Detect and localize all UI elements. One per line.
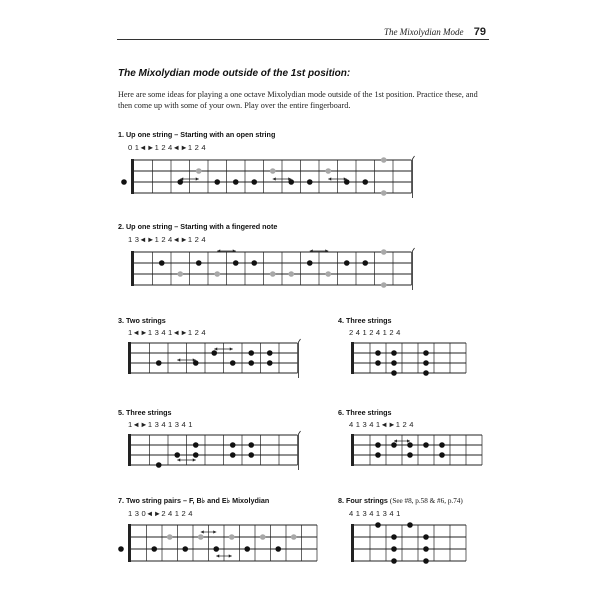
ghost-note-dot [214, 271, 220, 277]
fretboard-diagram-5 [117, 432, 307, 470]
ghost-note-dot [260, 534, 266, 540]
note-dot [174, 452, 180, 458]
note-dot [375, 452, 381, 458]
nut [128, 434, 131, 466]
note-dot [230, 360, 236, 366]
fretboard-diagram-8 [340, 521, 470, 571]
note-dot [375, 350, 381, 356]
fretboard-continuation [413, 156, 415, 198]
note-dot [248, 452, 254, 458]
note-dot [151, 546, 157, 552]
note-dot [244, 546, 250, 552]
note-dot [423, 370, 429, 376]
example-6-title: 6. Three strings [338, 408, 392, 417]
ghost-note-dot [198, 534, 204, 540]
page-number: 79 [473, 26, 486, 38]
ghost-note-dot [381, 249, 387, 255]
note-dot [344, 260, 350, 266]
ghost-note-dot [167, 534, 173, 540]
note-dot [275, 546, 281, 552]
fretboard-diagram-3 [117, 340, 307, 378]
note-dot [211, 350, 217, 356]
note-dot [391, 370, 397, 376]
note-dot [230, 442, 236, 448]
example-8-title-ref: (See #8, p.58 & #6, p.74) [389, 497, 463, 505]
example-1-fingering: 0 1◄►1 2 4◄►1 2 4 [128, 143, 206, 152]
fretboard-continuation [413, 248, 415, 290]
ghost-note-dot [381, 282, 387, 288]
nut [128, 524, 131, 562]
ghost-note-dot [291, 534, 297, 540]
ghost-note-dot [325, 271, 331, 277]
ghost-note-dot [229, 534, 235, 540]
example-1-title: 1. Up one string – Starting with an open string [118, 130, 276, 139]
fretboard-continuation [299, 431, 301, 470]
note-dot [248, 350, 254, 356]
example-2-title: 2. Up one string – Starting with a fingered note [118, 222, 278, 231]
ghost-note-dot [381, 190, 387, 196]
example-8-fingering: 4 1 3 4 1 3 4 1 [349, 509, 401, 518]
nut [131, 251, 134, 286]
note-dot [193, 452, 199, 458]
nut [351, 524, 354, 562]
example-4-fingering: 2 4 1 2 4 1 2 4 [349, 328, 401, 337]
fretboard-diagram-6 [340, 432, 485, 470]
ghost-note-dot [381, 157, 387, 163]
note-dot [375, 360, 381, 366]
example-6-fingering: 4 1 3 4 1◄►1 2 4 [349, 420, 414, 429]
note-dot [307, 179, 313, 185]
note-dot [233, 179, 239, 185]
running-header [384, 26, 486, 38]
fretboard-diagram-2 [117, 247, 407, 292]
note-dot [439, 442, 445, 448]
example-4-title: 4. Three strings [338, 316, 392, 325]
note-dot [423, 360, 429, 366]
ghost-note-dot [177, 271, 183, 277]
ghost-note-dot [270, 271, 276, 277]
note-dot [439, 452, 445, 458]
open-string-dot [121, 179, 127, 185]
note-dot [267, 350, 273, 356]
note-dot [267, 360, 273, 366]
header-rule [117, 39, 489, 40]
note-dot [423, 546, 429, 552]
note-dot [375, 522, 381, 528]
nut [351, 342, 354, 374]
note-dot [214, 179, 220, 185]
note-dot [391, 558, 397, 564]
ghost-note-dot [325, 168, 331, 174]
nut [128, 342, 131, 374]
note-dot [230, 452, 236, 458]
note-dot [423, 350, 429, 356]
fretboard-diagram-7 [117, 521, 317, 571]
note-dot [391, 360, 397, 366]
note-dot [362, 260, 368, 266]
note-dot [391, 350, 397, 356]
note-dot [193, 442, 199, 448]
note-dot [407, 442, 413, 448]
note-dot [391, 546, 397, 552]
nut [351, 434, 354, 466]
note-dot [182, 546, 188, 552]
ghost-note-dot [288, 271, 294, 277]
ghost-note-dot [196, 168, 202, 174]
example-7-fingering: 1 3 0◄►2 4 1 2 4 [128, 509, 193, 518]
fretboard-continuation [299, 339, 301, 378]
note-dot [307, 260, 313, 266]
note-dot [375, 442, 381, 448]
note-dot [407, 452, 413, 458]
example-8-title [338, 496, 463, 505]
section-title: The Mixolydian mode outside of the 1st position: [118, 68, 351, 79]
example-5-title: 5. Three strings [118, 408, 172, 417]
fretboard-diagram-1 [117, 155, 407, 200]
example-3-title: 3. Two strings [118, 316, 166, 325]
note-dot [362, 179, 368, 185]
fretboard-diagram-4 [340, 340, 470, 378]
ghost-note-dot [270, 168, 276, 174]
example-8-title-main: 8. Four strings [338, 496, 388, 505]
nut [131, 159, 134, 194]
chapter-title: The Mixolydian Mode [384, 27, 464, 37]
note-dot [156, 462, 162, 468]
note-dot [423, 534, 429, 540]
example-7-title: 7. Two string pairs – F, B♭ and E♭ Mixolydian [118, 496, 270, 505]
note-dot [251, 260, 257, 266]
note-dot [251, 179, 257, 185]
note-dot [213, 546, 219, 552]
example-2-fingering: 1 3◄►1 2 4◄►1 2 4 [128, 235, 206, 244]
note-dot [233, 260, 239, 266]
open-string-dot [118, 546, 124, 552]
note-dot [248, 360, 254, 366]
note-dot [423, 442, 429, 448]
example-5-fingering: 1◄►1 3 4 1 3 4 1 [128, 420, 193, 429]
note-dot [156, 360, 162, 366]
note-dot [423, 558, 429, 564]
example-3-fingering: 1◄►1 3 4 1◄►1 2 4 [128, 328, 206, 337]
note-dot [391, 534, 397, 540]
note-dot [159, 260, 165, 266]
intro-paragraph: Here are some ideas for playing a one octave Mixolydian mode outside of the 1st position. Practice these, and then come up with some of your own. Play over the entire fingerboard. [118, 90, 478, 110]
note-dot [391, 442, 397, 448]
note-dot [196, 260, 202, 266]
note-dot [248, 442, 254, 448]
note-dot [407, 522, 413, 528]
